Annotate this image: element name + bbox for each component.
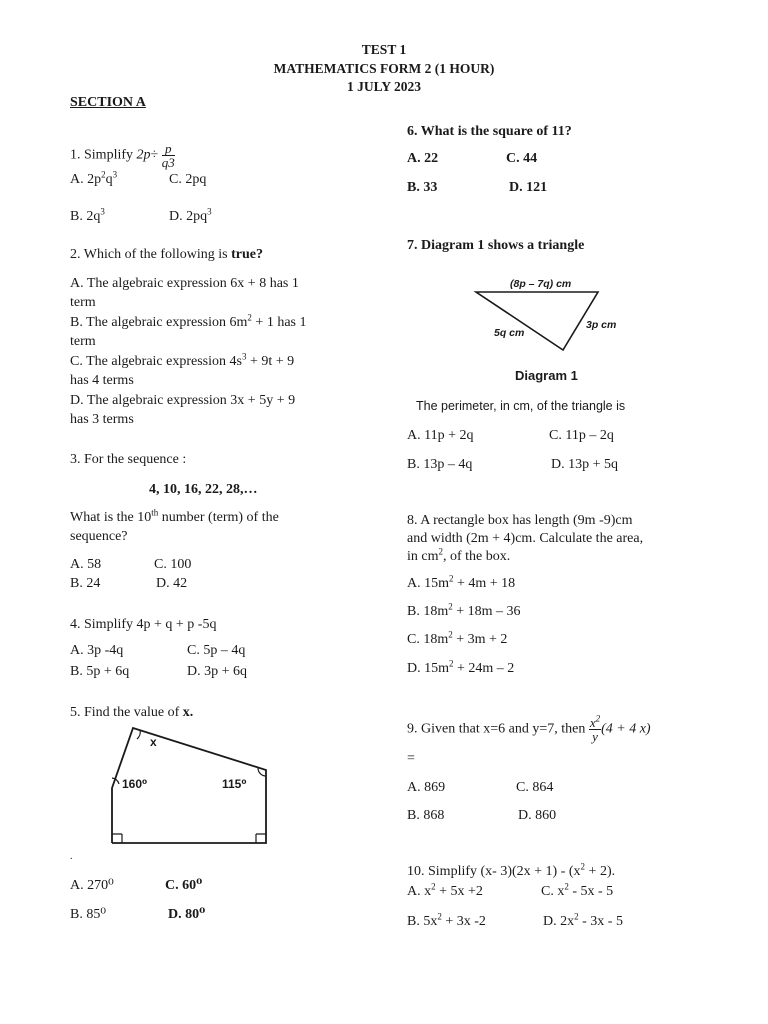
q2-option-b-tail: + 1 has 1: [251, 315, 307, 330]
q1-option-d-exp: 3: [207, 206, 212, 217]
q8-option-d-exp: 2: [449, 658, 454, 669]
q1-option-b-text: B. 2q: [70, 209, 101, 224]
question-3-ask-ordinal: th: [151, 507, 159, 518]
q9-numerator-var: x: [589, 715, 596, 730]
q3-option-c[interactable]: C. 100: [154, 557, 192, 572]
question-1-expr-lead: 2: [136, 147, 144, 163]
q3-option-d[interactable]: D. 42: [156, 576, 188, 591]
question-9-fraction: [589, 713, 601, 744]
q1-option-d[interactable]: [169, 206, 212, 225]
triangle-top-label: (8p – 7q) cm: [510, 278, 572, 290]
triangle-outline: [476, 292, 598, 350]
question-3-ask-line2: sequence?: [70, 529, 128, 544]
angle-label-x: x: [150, 735, 157, 749]
q8-option-a-tail: + 4m + 18: [453, 576, 516, 591]
q10-option-d-text: D. 2x: [543, 914, 575, 929]
q10-option-a-exp: 2: [431, 881, 436, 892]
q10-option-b-exp: 2: [437, 911, 442, 922]
question-10-text: 10. Simplify (x- 3)(2x + 1) - (x: [407, 864, 581, 879]
q5-option-d[interactable]: D. 80⁰: [168, 907, 206, 922]
question-9-paren: (4 + 4 x): [601, 721, 651, 737]
question-8-line3-tail: , of the box.: [443, 549, 511, 564]
q1-option-a-exp1: 2: [101, 169, 106, 180]
q8-option-a[interactable]: [407, 573, 516, 592]
q10-option-c-text: C. x: [541, 884, 565, 899]
question-8-line2: and width (2m + 4)cm. Calculate the area,: [407, 531, 644, 546]
q1-option-b[interactable]: [70, 206, 105, 225]
q8-option-c-text: C. 18m: [407, 632, 449, 647]
question-8-line3: [407, 547, 510, 567]
q1-option-d-text: D. 2pq: [169, 209, 208, 224]
question-7: 7. Diagram 1 shows a triangle: [407, 238, 585, 253]
q8-option-b-text: B. 18m: [407, 604, 449, 619]
q1-option-a-text: A. 2p: [70, 172, 102, 187]
q5-option-b[interactable]: B. 85⁰: [70, 907, 106, 922]
fraction-denominator: q3: [161, 155, 175, 170]
q10-option-b-text: B. 5x: [407, 914, 438, 929]
q7-option-b[interactable]: B. 13p – 4q: [407, 457, 473, 472]
q10-option-c-tail: - 5x - 5: [568, 884, 614, 899]
pentagon-diagram: [100, 718, 280, 848]
q10-option-d[interactable]: [543, 911, 623, 930]
q8-option-c-tail: + 3m + 2: [452, 632, 508, 647]
q2-option-c-text: C. The algebraic expression 4s: [70, 354, 242, 369]
question-3-ask-tail: number (term) of the: [158, 510, 279, 525]
q2-option-b-line2: term: [70, 334, 96, 349]
q6-option-a[interactable]: A. 22: [407, 151, 439, 166]
question-1-expr-op: ÷: [150, 147, 159, 163]
question-7-perimeter: The perimeter, in cm, of the triangle is: [416, 399, 626, 413]
q6-option-d[interactable]: D. 121: [509, 180, 548, 195]
q10-option-a-tail: + 5x +2: [435, 884, 483, 899]
question-9: [407, 713, 651, 744]
q2-option-c-tail: + 9t + 9: [246, 354, 295, 369]
question-2: [70, 245, 263, 265]
angle-arc-x: [137, 730, 140, 739]
q5-option-a[interactable]: A. 270⁰: [70, 878, 114, 893]
q7-option-d[interactable]: D. 13p + 5q: [551, 457, 619, 472]
q3-option-b[interactable]: B. 24: [70, 576, 101, 591]
q1-option-b-exp: 3: [100, 206, 105, 217]
q2-option-c-line2: has 4 terms: [70, 373, 134, 388]
q8-option-b-exp: 2: [448, 601, 453, 612]
q9-numerator-exp: 2: [595, 713, 601, 724]
right-angle-left: [112, 834, 122, 843]
q4-option-b[interactable]: B. 5p + 6q: [70, 664, 130, 679]
question-10: [407, 862, 615, 882]
q2-option-a-line2: term: [70, 295, 96, 310]
q6-option-b[interactable]: B. 33: [407, 180, 438, 195]
q2-option-b-text: B. The algebraic expression 6m: [70, 315, 248, 330]
q10-option-a-text: A. x: [407, 884, 432, 899]
q7-option-a[interactable]: A. 11p + 2q: [407, 428, 474, 443]
q2-option-a-line1[interactable]: A. The algebraic expression 6x + 8 has 1: [70, 276, 299, 291]
question-5-text: 5. Find the value of: [70, 705, 180, 720]
question-1: [70, 142, 175, 169]
question-3-ask-text: What is the 10: [70, 510, 152, 525]
q8-option-c-exp: 2: [448, 629, 453, 640]
subject-title: MATHEMATICS FORM 2 (1 HOUR): [273, 61, 495, 76]
q2-option-d-line2: has 3 terms: [70, 412, 134, 427]
angle-label-115: 115⁰: [222, 777, 247, 791]
q10-option-d-exp: 2: [574, 911, 579, 922]
q4-option-c[interactable]: C. 5p – 4q: [187, 643, 246, 658]
q9-fraction-numerator: [589, 713, 601, 730]
question-9-equals: =: [407, 751, 415, 766]
q8-option-d-text: D. 15m: [407, 661, 449, 676]
question-1-fraction: [162, 142, 175, 169]
question-8-line1: 8. A rectangle box has length (9m -9)cm: [407, 513, 633, 528]
section-heading: SECTION A: [70, 95, 146, 110]
q2-option-c-exp: 3: [241, 351, 247, 362]
stray-dot: .: [70, 851, 73, 862]
q2-option-b-line1[interactable]: [70, 313, 306, 333]
q10-option-b[interactable]: [407, 911, 486, 930]
question-3: 3. For the sequence :: [70, 452, 187, 467]
question-10-tail: + 2).: [585, 864, 616, 879]
q10-option-c-exp: 2: [564, 881, 569, 892]
q9-option-b[interactable]: B. 868: [407, 808, 445, 823]
question-2-text: 2. Which of the following is: [70, 247, 228, 262]
q8-option-a-exp: 2: [449, 573, 454, 584]
q8-option-a-text: A. 15m: [407, 576, 449, 591]
q6-option-c[interactable]: C. 44: [506, 151, 538, 166]
q5-option-c[interactable]: C. 60⁰: [165, 878, 203, 893]
test-title: TEST 1: [361, 42, 407, 57]
q10-option-c[interactable]: [541, 881, 614, 900]
question-3-sequence: 4, 10, 16, 22, 28,…: [149, 482, 258, 497]
q2-option-d-line1[interactable]: D. The algebraic expression 3x + 5y + 9: [70, 393, 296, 408]
question-5-bold: x.: [182, 705, 194, 720]
q2-option-b-exp: 2: [247, 312, 252, 323]
question-1-text: 1. Simplify: [70, 147, 134, 163]
q8-option-d[interactable]: [407, 658, 515, 677]
q1-option-a-tail: q: [105, 172, 113, 187]
question-3-ask-line1: [70, 508, 279, 528]
q1-option-c[interactable]: C. 2pq: [169, 172, 207, 187]
q8-option-b-tail: + 18m – 36: [452, 604, 521, 619]
q8-option-c[interactable]: [407, 629, 508, 648]
q9-fraction-denominator: y: [592, 729, 598, 744]
q1-option-a[interactable]: [70, 169, 118, 188]
q8-option-b[interactable]: [407, 601, 521, 620]
fraction-numerator: p: [162, 142, 175, 156]
q9-option-c[interactable]: C. 864: [516, 780, 554, 795]
test-date: 1 JULY 2023: [346, 79, 421, 94]
q10-option-d-tail: - 3x - 5: [578, 914, 623, 929]
q4-option-a[interactable]: A. 3p -4q: [70, 643, 124, 658]
triangle-right-label: 3p cm: [586, 319, 617, 331]
q2-option-c-line1[interactable]: [70, 352, 294, 372]
question-2-bold: true?: [231, 247, 263, 262]
q10-option-b-tail: + 3x -2: [441, 914, 486, 929]
q10-option-a[interactable]: [407, 881, 483, 900]
question-4: 4. Simplify 4p + q + p -5q: [70, 617, 217, 632]
right-angle-right: [256, 834, 266, 843]
angle-label-160: 160⁰: [122, 777, 148, 791]
q7-option-c[interactable]: C. 11p – 2q: [549, 428, 614, 443]
question-6: 6. What is the square of 11?: [407, 124, 572, 139]
triangle-diagram: [470, 270, 630, 360]
question-8-line3-exp: 2: [438, 546, 443, 557]
q9-option-a[interactable]: A. 869: [407, 780, 446, 795]
q9-option-d[interactable]: D. 860: [518, 808, 557, 823]
triangle-left-label: 5q cm: [494, 327, 525, 339]
diagram-caption: Diagram 1: [515, 368, 578, 383]
q4-option-d[interactable]: D. 3p + 6q: [187, 664, 248, 679]
q1-option-a-exp2: 3: [112, 169, 118, 180]
question-9-text: 9. Given that x=6 and y=7, then: [407, 721, 586, 737]
question-10-exp: 2: [580, 861, 586, 872]
question-1-expr-var: p: [143, 147, 151, 163]
q8-option-d-tail: + 24m – 2: [453, 661, 515, 676]
q3-option-a[interactable]: A. 58: [70, 557, 102, 572]
question-8-line3-text: in cm: [407, 549, 439, 564]
